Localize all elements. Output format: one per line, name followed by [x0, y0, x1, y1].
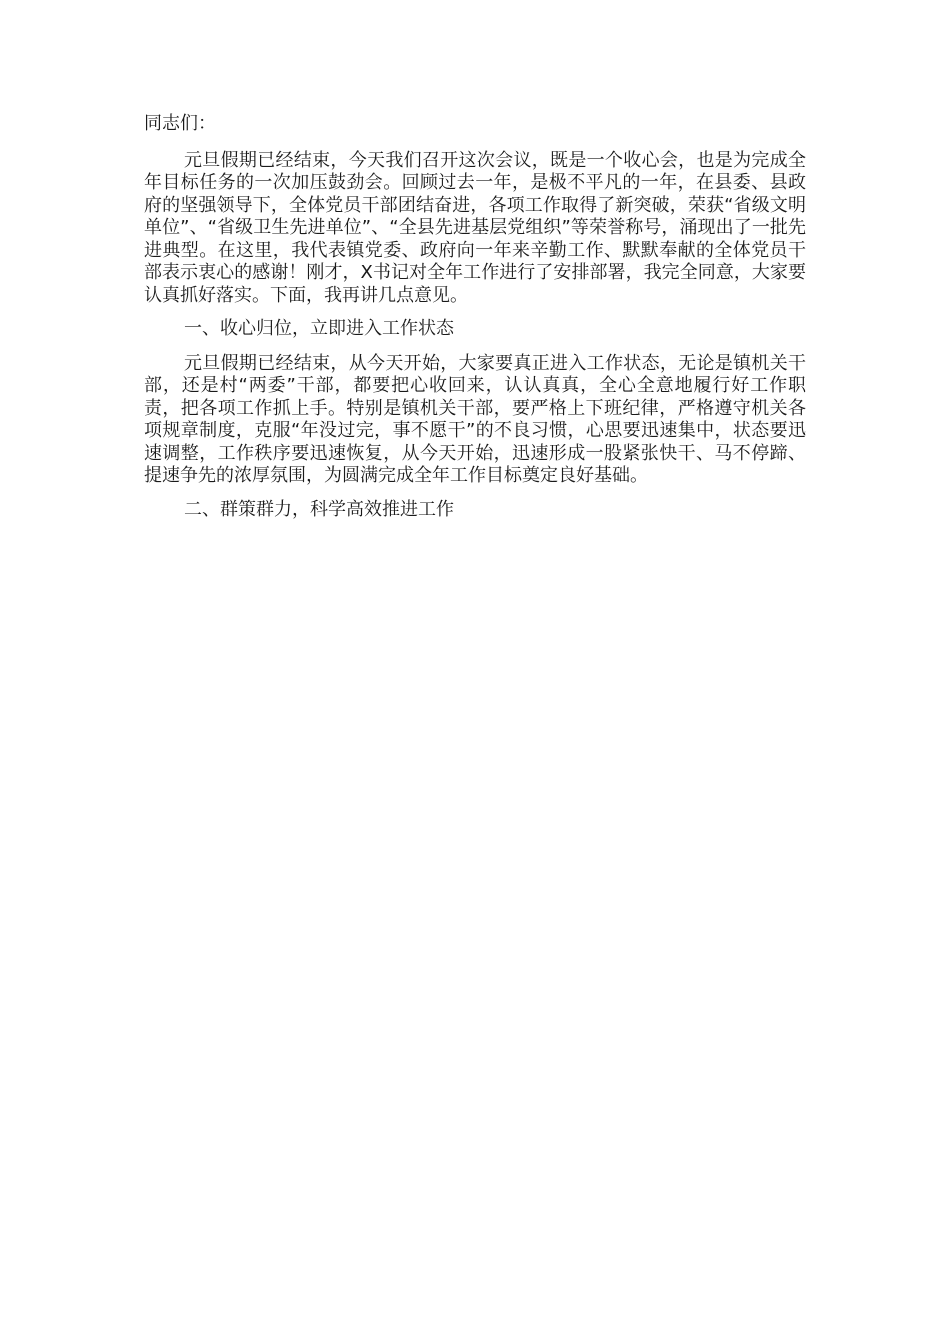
salutation: 同志们： [144, 113, 216, 134]
document-body [144, 113, 806, 533]
section-heading-2: 二、群策群力，科学高效推进工作 [184, 498, 454, 520]
intro-paragraph: 元旦假期已经结束，今天我们召开这次会议，既是一个收心会，也是为完成全年目标任务的一次加压鼓劲会。回顾过去一年，是极不平凡的一年，在县委、县政府的坚强领导下，全体党员干部团结奋进，各项工作取得了新突破，荣获“省级文明单位”、“省级卫生先进单位”、“全县先进基层党组织”等荣誉称号，涌现出了一批先进典型。在这里，我代表镇党委、政府向一年来辛勤工作、默默奉献的全体党员干部表示衷心的感谢！刚才，X书记对全年工作进行了安排部署，我完全同意，大家要认真抓好落实。下面，我再讲几点意见。 [144, 149, 806, 306]
section-1-paragraph: 元旦假期已经结束，从今天开始，大家要真正进入工作状态，无论是镇机关干部，还是村“两委”干部，都要把心收回来，认认真真，全心全意地履行好工作职责，把各项工作抓上手。特别是镇机关干部，要严格上下班纪律，严格遵守机关各项规章制度，克服“年没过完，事不愿干”的不良习惯，心思要迅速集中，状态要迅速调整，工作秩序要迅速恢复，从今天开始，迅速形成一股紧张快干、马不停蹄、提速争先的浓厚氛围，为圆满完成全年工作目标奠定良好基础。 [144, 352, 806, 486]
section-heading-1: 一、收心归位，立即进入工作状态 [184, 318, 454, 339]
